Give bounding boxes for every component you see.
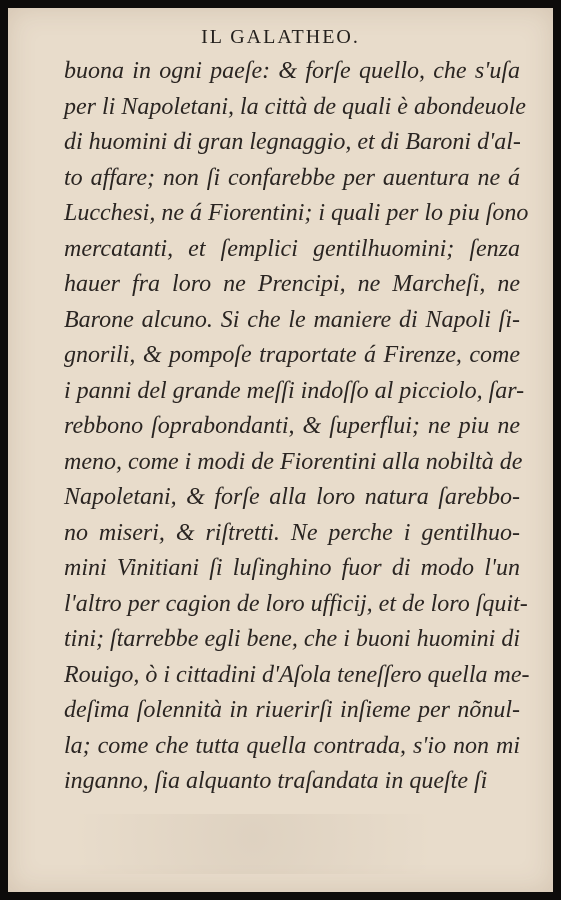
page-title: IL GALATHEO.	[201, 26, 360, 48]
text-line: mercatanti, et ſemplici gentilhuomini; ſenza	[64, 235, 520, 262]
text-line: per li Napoletani, la città de quali è abondeuole	[64, 93, 526, 120]
text-line: Lucchesi, ne á Fiorentini; i quali per lo piu ſono	[64, 200, 529, 226]
text-line: tini; ſtarrebbe egli bene, che i buoni huomini di	[64, 626, 520, 652]
text-line: no miseri, & riſtretti. Ne perche i gentilhuo-	[64, 519, 520, 546]
text-line: i panni del grande meſſi indoſſo al picciolo, ſar-	[64, 377, 525, 404]
book-page	[8, 8, 553, 892]
text-line: di huomini di gran legnaggio, et di Baroni d'al-	[64, 129, 521, 155]
text-line: mini Vinitiani ſi luſinghino fuor di modo l'un	[64, 555, 520, 581]
text-line: rebbono ſoprabondanti, & ſuperflui; ne piu ne	[64, 413, 520, 439]
text-line: la; come che tutta quella contrada, s'io non mi	[64, 732, 520, 759]
text-line: l'altro per cagion de loro ufficij, et de loro ſquit-	[64, 590, 528, 617]
text-line: hauer fra loro ne Prencipi, ne Marcheſi, ne	[64, 271, 520, 297]
text-line: meno, come i modi de Fiorentini alla nobiltà de	[64, 448, 523, 475]
text-line: inganno, ſia alquanto traſandata in queſte ſi	[64, 768, 488, 794]
ink-bleed-mark	[8, 814, 553, 874]
text-line: buona in ogni paeſe: & forſe quello, che s'uſa	[64, 58, 520, 84]
text-line: to affare; non ſi confarebbe per auentura ne á	[64, 164, 520, 191]
text-line: deſima ſolennità in riuerirſi inſieme per nõnul-	[64, 697, 520, 723]
text-line: Napoletani, & forſe alla loro natura ſarebbo-	[64, 484, 520, 510]
text-line: Barone alcuno. Si che le maniere di Napoli ſi-	[64, 306, 520, 333]
text-line: gnorili, & pompoſe traportate á Firenze, come	[64, 342, 520, 368]
text-line: Rouigo, ò i cittadini d'Aſola teneſſero quella me-	[64, 661, 530, 688]
page-body-text	[64, 54, 530, 800]
